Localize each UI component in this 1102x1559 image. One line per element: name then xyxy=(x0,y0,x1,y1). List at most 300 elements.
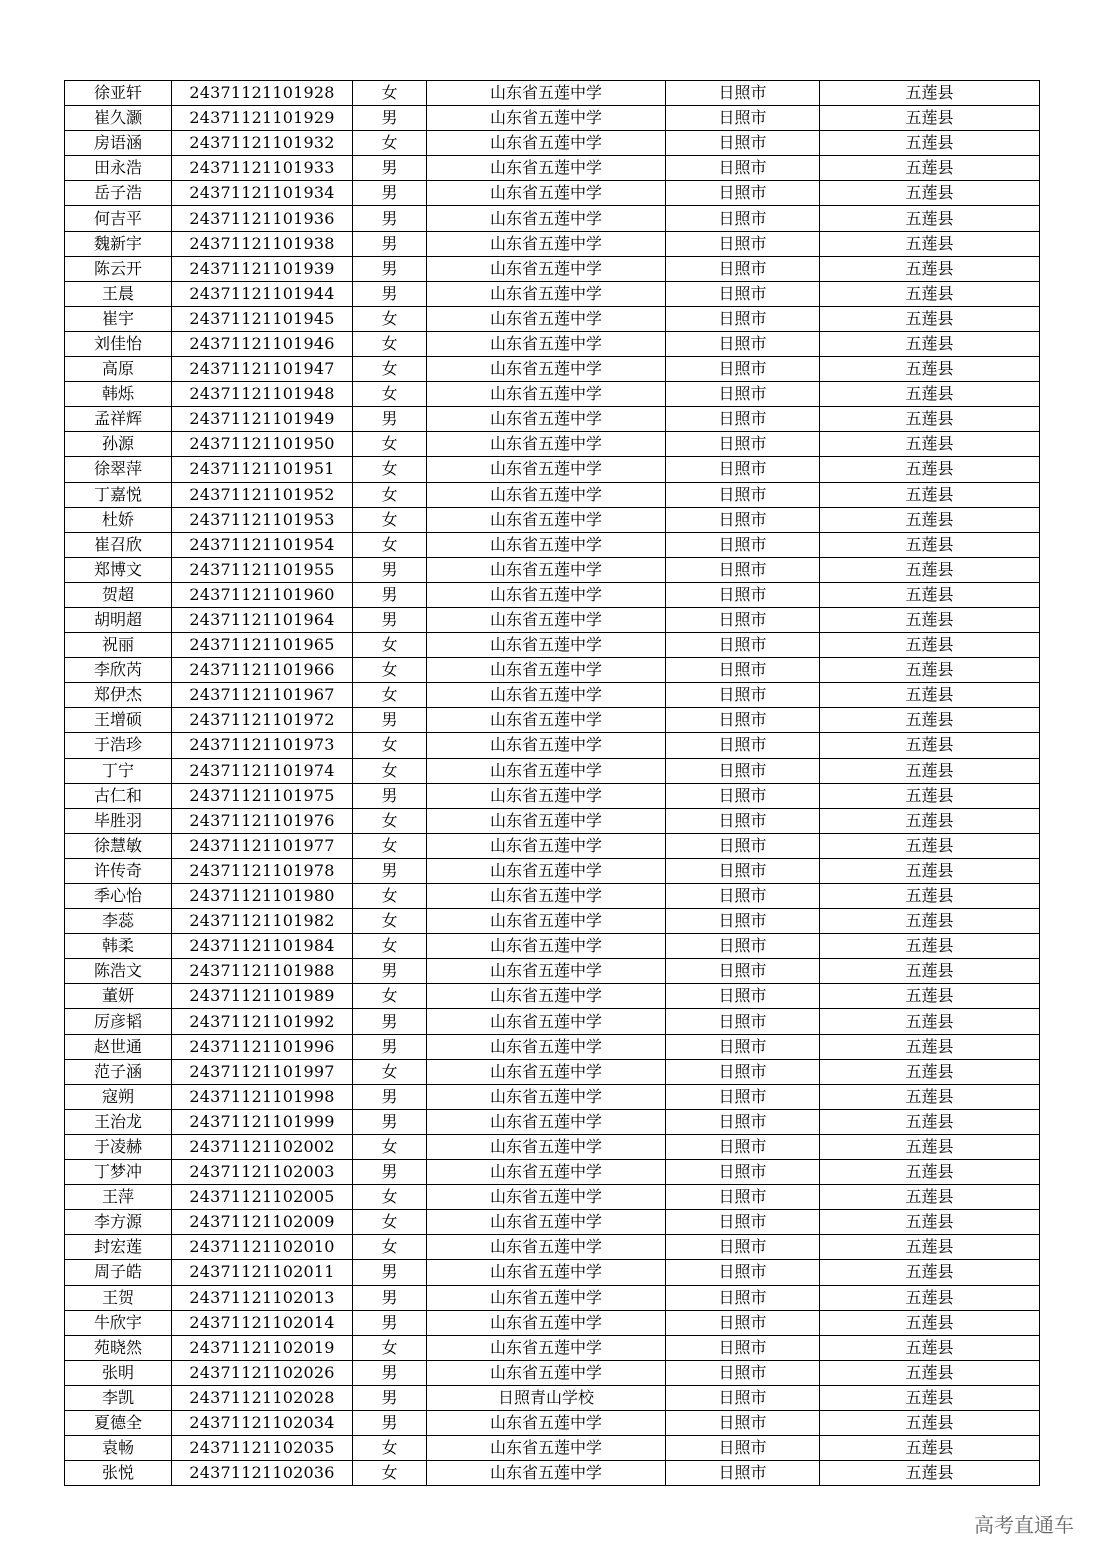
county-cell: 五莲县 xyxy=(820,1034,1040,1059)
city-cell: 日照市 xyxy=(666,1436,820,1461)
school-cell: 山东省五莲中学 xyxy=(427,557,666,582)
county-cell: 五莲县 xyxy=(820,607,1040,632)
name-cell: 寇朔 xyxy=(65,1084,172,1109)
table-row xyxy=(65,131,1040,156)
city-cell: 日照市 xyxy=(666,1009,820,1034)
county-cell: 五莲县 xyxy=(820,457,1040,482)
exam-id-cell: 24371121102005 xyxy=(172,1185,353,1210)
city-cell: 日照市 xyxy=(666,658,820,683)
gender-cell: 女 xyxy=(353,357,427,382)
table-row xyxy=(65,884,1040,909)
city-cell: 日照市 xyxy=(666,1360,820,1385)
table-row xyxy=(65,959,1040,984)
name-cell: 范子涵 xyxy=(65,1059,172,1084)
name-cell: 张明 xyxy=(65,1360,172,1385)
exam-id-cell: 24371121101955 xyxy=(172,557,353,582)
county-cell: 五莲县 xyxy=(820,658,1040,683)
exam-id-cell: 24371121101951 xyxy=(172,457,353,482)
city-cell: 日照市 xyxy=(666,1385,820,1410)
school-cell: 山东省五莲中学 xyxy=(427,532,666,557)
county-cell: 五莲县 xyxy=(820,1335,1040,1360)
name-cell: 丁梦冲 xyxy=(65,1160,172,1185)
city-cell: 日照市 xyxy=(666,407,820,432)
school-cell: 山东省五莲中学 xyxy=(427,708,666,733)
city-cell: 日照市 xyxy=(666,1310,820,1335)
name-cell: 胡明超 xyxy=(65,607,172,632)
gender-cell: 女 xyxy=(353,1059,427,1084)
gender-cell: 女 xyxy=(353,532,427,557)
gender-cell: 女 xyxy=(353,1436,427,1461)
school-cell: 山东省五莲中学 xyxy=(427,131,666,156)
name-cell: 赵世通 xyxy=(65,1034,172,1059)
table-row xyxy=(65,1461,1040,1486)
name-cell: 孙源 xyxy=(65,432,172,457)
table-row xyxy=(65,357,1040,382)
table-row xyxy=(65,658,1040,683)
exam-id-cell: 24371121102009 xyxy=(172,1210,353,1235)
exam-id-cell: 24371121101953 xyxy=(172,507,353,532)
gender-cell: 女 xyxy=(353,432,427,457)
school-cell: 山东省五莲中学 xyxy=(427,382,666,407)
gender-cell: 女 xyxy=(353,658,427,683)
city-cell: 日照市 xyxy=(666,708,820,733)
table-body xyxy=(65,81,1040,1486)
gender-cell: 女 xyxy=(353,382,427,407)
name-cell: 陈浩文 xyxy=(65,959,172,984)
county-cell: 五莲县 xyxy=(820,357,1040,382)
county-cell: 五莲县 xyxy=(820,507,1040,532)
name-cell: 陈云开 xyxy=(65,256,172,281)
table-row xyxy=(65,934,1040,959)
exam-id-cell: 24371121101982 xyxy=(172,909,353,934)
county-cell: 五莲县 xyxy=(820,1210,1040,1235)
name-cell: 郑伊杰 xyxy=(65,683,172,708)
school-cell: 山东省五莲中学 xyxy=(427,1109,666,1134)
name-cell: 韩柔 xyxy=(65,934,172,959)
gender-cell: 女 xyxy=(353,131,427,156)
school-cell: 山东省五莲中学 xyxy=(427,507,666,532)
table-row xyxy=(65,1410,1040,1435)
city-cell: 日照市 xyxy=(666,231,820,256)
exam-id-cell: 24371121101980 xyxy=(172,884,353,909)
exam-id-cell: 24371121101999 xyxy=(172,1109,353,1134)
school-cell: 山东省五莲中学 xyxy=(427,482,666,507)
county-cell: 五莲县 xyxy=(820,432,1040,457)
table-row xyxy=(65,858,1040,883)
table-row xyxy=(65,1185,1040,1210)
exam-id-cell: 24371121101934 xyxy=(172,181,353,206)
county-cell: 五莲县 xyxy=(820,106,1040,131)
name-cell: 刘佳怡 xyxy=(65,331,172,356)
exam-id-cell: 24371121101976 xyxy=(172,808,353,833)
gender-cell: 女 xyxy=(353,1335,427,1360)
gender-cell: 男 xyxy=(353,281,427,306)
school-cell: 日照青山学校 xyxy=(427,1385,666,1410)
table-row xyxy=(65,1034,1040,1059)
exam-id-cell: 24371121101965 xyxy=(172,633,353,658)
county-cell: 五莲县 xyxy=(820,331,1040,356)
table-row xyxy=(65,783,1040,808)
school-cell: 山东省五莲中学 xyxy=(427,1360,666,1385)
gender-cell: 女 xyxy=(353,1134,427,1159)
exam-id-cell: 24371121101948 xyxy=(172,382,353,407)
city-cell: 日照市 xyxy=(666,758,820,783)
table-row xyxy=(65,407,1040,432)
exam-id-cell: 24371121102036 xyxy=(172,1461,353,1486)
name-cell: 厉彦韬 xyxy=(65,1009,172,1034)
gender-cell: 女 xyxy=(353,1235,427,1260)
gender-cell: 女 xyxy=(353,733,427,758)
county-cell: 五莲县 xyxy=(820,708,1040,733)
exam-id-cell: 24371121101950 xyxy=(172,432,353,457)
county-cell: 五莲县 xyxy=(820,833,1040,858)
table-row xyxy=(65,1009,1040,1034)
name-cell: 王贺 xyxy=(65,1285,172,1310)
school-cell: 山东省五莲中学 xyxy=(427,181,666,206)
school-cell: 山东省五莲中学 xyxy=(427,783,666,808)
exam-id-cell: 24371121101975 xyxy=(172,783,353,808)
county-cell: 五莲县 xyxy=(820,1160,1040,1185)
city-cell: 日照市 xyxy=(666,306,820,331)
exam-id-cell: 24371121101997 xyxy=(172,1059,353,1084)
city-cell: 日照市 xyxy=(666,607,820,632)
city-cell: 日照市 xyxy=(666,733,820,758)
exam-id-cell: 24371121101939 xyxy=(172,256,353,281)
school-cell: 山东省五莲中学 xyxy=(427,633,666,658)
exam-id-cell: 24371121102002 xyxy=(172,1134,353,1159)
school-cell: 山东省五莲中学 xyxy=(427,106,666,131)
school-cell: 山东省五莲中学 xyxy=(427,984,666,1009)
table-row xyxy=(65,1335,1040,1360)
exam-id-cell: 24371121101978 xyxy=(172,858,353,883)
county-cell: 五莲县 xyxy=(820,1385,1040,1410)
city-cell: 日照市 xyxy=(666,808,820,833)
city-cell: 日照市 xyxy=(666,557,820,582)
county-cell: 五莲县 xyxy=(820,1134,1040,1159)
exam-id-cell: 24371121102011 xyxy=(172,1260,353,1285)
school-cell: 山东省五莲中学 xyxy=(427,331,666,356)
county-cell: 五莲县 xyxy=(820,884,1040,909)
table-row xyxy=(65,1260,1040,1285)
table-row xyxy=(65,683,1040,708)
school-cell: 山东省五莲中学 xyxy=(427,1461,666,1486)
exam-id-cell: 24371121101933 xyxy=(172,156,353,181)
school-cell: 山东省五莲中学 xyxy=(427,758,666,783)
city-cell: 日照市 xyxy=(666,1185,820,1210)
table-row xyxy=(65,231,1040,256)
county-cell: 五莲县 xyxy=(820,1285,1040,1310)
county-cell: 五莲县 xyxy=(820,858,1040,883)
county-cell: 五莲县 xyxy=(820,1059,1040,1084)
gender-cell: 男 xyxy=(353,858,427,883)
gender-cell: 男 xyxy=(353,256,427,281)
exam-id-cell: 24371121101928 xyxy=(172,81,353,106)
gender-cell: 女 xyxy=(353,833,427,858)
city-cell: 日照市 xyxy=(666,1461,820,1486)
table-row xyxy=(65,1059,1040,1084)
county-cell: 五莲县 xyxy=(820,808,1040,833)
city-cell: 日照市 xyxy=(666,1059,820,1084)
table-row xyxy=(65,607,1040,632)
city-cell: 日照市 xyxy=(666,106,820,131)
city-cell: 日照市 xyxy=(666,507,820,532)
name-cell: 董妍 xyxy=(65,984,172,1009)
gender-cell: 男 xyxy=(353,557,427,582)
gender-cell: 男 xyxy=(353,1109,427,1134)
school-cell: 山东省五莲中学 xyxy=(427,934,666,959)
table-row xyxy=(65,833,1040,858)
city-cell: 日照市 xyxy=(666,1210,820,1235)
name-cell: 何吉平 xyxy=(65,206,172,231)
name-cell: 崔久灏 xyxy=(65,106,172,131)
table-row xyxy=(65,1360,1040,1385)
name-cell: 古仁和 xyxy=(65,783,172,808)
gender-cell: 男 xyxy=(353,206,427,231)
school-cell: 山东省五莲中学 xyxy=(427,407,666,432)
name-cell: 徐翠萍 xyxy=(65,457,172,482)
school-cell: 山东省五莲中学 xyxy=(427,256,666,281)
gender-cell: 男 xyxy=(353,1084,427,1109)
gender-cell: 女 xyxy=(353,81,427,106)
name-cell: 郑博文 xyxy=(65,557,172,582)
exam-id-cell: 24371121101974 xyxy=(172,758,353,783)
county-cell: 五莲县 xyxy=(820,231,1040,256)
gender-cell: 女 xyxy=(353,306,427,331)
gender-cell: 男 xyxy=(353,156,427,181)
exam-id-cell: 24371121101946 xyxy=(172,331,353,356)
school-cell: 山东省五莲中学 xyxy=(427,858,666,883)
name-cell: 杜娇 xyxy=(65,507,172,532)
exam-id-cell: 24371121101960 xyxy=(172,582,353,607)
table-row xyxy=(65,156,1040,181)
table-row xyxy=(65,808,1040,833)
name-cell: 崔宇 xyxy=(65,306,172,331)
city-cell: 日照市 xyxy=(666,683,820,708)
city-cell: 日照市 xyxy=(666,206,820,231)
gender-cell: 男 xyxy=(353,582,427,607)
gender-cell: 女 xyxy=(353,683,427,708)
name-cell: 周子皓 xyxy=(65,1260,172,1285)
school-cell: 山东省五莲中学 xyxy=(427,231,666,256)
school-cell: 山东省五莲中学 xyxy=(427,1034,666,1059)
gender-cell: 男 xyxy=(353,959,427,984)
table-row xyxy=(65,1160,1040,1185)
county-cell: 五莲县 xyxy=(820,1109,1040,1134)
exam-id-cell: 24371121102035 xyxy=(172,1436,353,1461)
gender-cell: 男 xyxy=(353,1410,427,1435)
school-cell: 山东省五莲中学 xyxy=(427,457,666,482)
city-cell: 日照市 xyxy=(666,1034,820,1059)
table-row xyxy=(65,582,1040,607)
table-row xyxy=(65,281,1040,306)
county-cell: 五莲县 xyxy=(820,156,1040,181)
school-cell: 山东省五莲中学 xyxy=(427,206,666,231)
table-row xyxy=(65,507,1040,532)
exam-id-cell: 24371121102026 xyxy=(172,1360,353,1385)
name-cell: 毕胜羽 xyxy=(65,808,172,833)
county-cell: 五莲县 xyxy=(820,984,1040,1009)
gender-cell: 女 xyxy=(353,909,427,934)
county-cell: 五莲县 xyxy=(820,557,1040,582)
school-cell: 山东省五莲中学 xyxy=(427,733,666,758)
city-cell: 日照市 xyxy=(666,1260,820,1285)
school-cell: 山东省五莲中学 xyxy=(427,1410,666,1435)
school-cell: 山东省五莲中学 xyxy=(427,1335,666,1360)
gender-cell: 男 xyxy=(353,106,427,131)
county-cell: 五莲县 xyxy=(820,131,1040,156)
name-cell: 王萍 xyxy=(65,1185,172,1210)
city-cell: 日照市 xyxy=(666,1109,820,1134)
city-cell: 日照市 xyxy=(666,909,820,934)
county-cell: 五莲县 xyxy=(820,1260,1040,1285)
county-cell: 五莲县 xyxy=(820,1185,1040,1210)
gender-cell: 男 xyxy=(353,708,427,733)
county-cell: 五莲县 xyxy=(820,1235,1040,1260)
gender-cell: 女 xyxy=(353,808,427,833)
county-cell: 五莲县 xyxy=(820,81,1040,106)
table-row xyxy=(65,181,1040,206)
exam-id-cell: 24371121101949 xyxy=(172,407,353,432)
gender-cell: 女 xyxy=(353,884,427,909)
table-row xyxy=(65,532,1040,557)
gender-cell: 男 xyxy=(353,1285,427,1310)
exam-id-cell: 24371121102034 xyxy=(172,1410,353,1435)
city-cell: 日照市 xyxy=(666,1160,820,1185)
table-row xyxy=(65,81,1040,106)
county-cell: 五莲县 xyxy=(820,1410,1040,1435)
county-cell: 五莲县 xyxy=(820,934,1040,959)
name-cell: 韩烁 xyxy=(65,382,172,407)
exam-id-cell: 24371121101936 xyxy=(172,206,353,231)
exam-id-cell: 24371121101988 xyxy=(172,959,353,984)
table-row xyxy=(65,1134,1040,1159)
gender-cell: 男 xyxy=(353,1260,427,1285)
name-cell: 李方源 xyxy=(65,1210,172,1235)
name-cell: 封宏莲 xyxy=(65,1235,172,1260)
table-row xyxy=(65,984,1040,1009)
name-cell: 于浩珍 xyxy=(65,733,172,758)
exam-id-cell: 24371121101945 xyxy=(172,306,353,331)
city-cell: 日照市 xyxy=(666,582,820,607)
table-row xyxy=(65,1084,1040,1109)
city-cell: 日照市 xyxy=(666,1134,820,1159)
gender-cell: 女 xyxy=(353,1461,427,1486)
county-cell: 五莲县 xyxy=(820,407,1040,432)
city-cell: 日照市 xyxy=(666,281,820,306)
city-cell: 日照市 xyxy=(666,1084,820,1109)
name-cell: 徐亚轩 xyxy=(65,81,172,106)
school-cell: 山东省五莲中学 xyxy=(427,1436,666,1461)
gender-cell: 男 xyxy=(353,1310,427,1335)
watermark-text: 高考直通车 xyxy=(974,1513,1074,1537)
name-cell: 李欣芮 xyxy=(65,658,172,683)
name-cell: 袁畅 xyxy=(65,1436,172,1461)
school-cell: 山东省五莲中学 xyxy=(427,1285,666,1310)
county-cell: 五莲县 xyxy=(820,1084,1040,1109)
table-row xyxy=(65,306,1040,331)
city-cell: 日照市 xyxy=(666,256,820,281)
school-cell: 山东省五莲中学 xyxy=(427,306,666,331)
name-cell: 王增硕 xyxy=(65,708,172,733)
table-row xyxy=(65,331,1040,356)
gender-cell: 女 xyxy=(353,482,427,507)
exam-id-cell: 24371121101964 xyxy=(172,607,353,632)
name-cell: 徐慧敏 xyxy=(65,833,172,858)
exam-id-cell: 24371121101984 xyxy=(172,934,353,959)
name-cell: 祝丽 xyxy=(65,633,172,658)
city-cell: 日照市 xyxy=(666,858,820,883)
gender-cell: 男 xyxy=(353,231,427,256)
table-row xyxy=(65,708,1040,733)
gender-cell: 男 xyxy=(353,1009,427,1034)
gender-cell: 女 xyxy=(353,1210,427,1235)
county-cell: 五莲县 xyxy=(820,281,1040,306)
table-row xyxy=(65,557,1040,582)
name-cell: 夏德全 xyxy=(65,1410,172,1435)
city-cell: 日照市 xyxy=(666,382,820,407)
city-cell: 日照市 xyxy=(666,482,820,507)
county-cell: 五莲县 xyxy=(820,683,1040,708)
city-cell: 日照市 xyxy=(666,331,820,356)
name-cell: 王晨 xyxy=(65,281,172,306)
table-row xyxy=(65,482,1040,507)
gender-cell: 女 xyxy=(353,633,427,658)
name-cell: 高原 xyxy=(65,357,172,382)
exam-id-cell: 24371121101938 xyxy=(172,231,353,256)
name-cell: 季心怡 xyxy=(65,884,172,909)
city-cell: 日照市 xyxy=(666,81,820,106)
exam-id-cell: 24371121101977 xyxy=(172,833,353,858)
gender-cell: 男 xyxy=(353,1034,427,1059)
exam-id-cell: 24371121101944 xyxy=(172,281,353,306)
county-cell: 五莲县 xyxy=(820,1436,1040,1461)
city-cell: 日照市 xyxy=(666,1410,820,1435)
gender-cell: 女 xyxy=(353,758,427,783)
exam-id-cell: 24371121101954 xyxy=(172,532,353,557)
school-cell: 山东省五莲中学 xyxy=(427,1059,666,1084)
table-row xyxy=(65,1210,1040,1235)
name-cell: 李蕊 xyxy=(65,909,172,934)
gender-cell: 女 xyxy=(353,934,427,959)
name-cell: 丁宁 xyxy=(65,758,172,783)
table-row xyxy=(65,382,1040,407)
city-cell: 日照市 xyxy=(666,783,820,808)
exam-id-cell: 24371121101972 xyxy=(172,708,353,733)
school-cell: 山东省五莲中学 xyxy=(427,909,666,934)
school-cell: 山东省五莲中学 xyxy=(427,683,666,708)
exam-id-cell: 24371121101992 xyxy=(172,1009,353,1034)
school-cell: 山东省五莲中学 xyxy=(427,959,666,984)
county-cell: 五莲县 xyxy=(820,758,1040,783)
gender-cell: 男 xyxy=(353,783,427,808)
city-cell: 日照市 xyxy=(666,532,820,557)
county-cell: 五莲县 xyxy=(820,306,1040,331)
name-cell: 苑晓然 xyxy=(65,1335,172,1360)
city-cell: 日照市 xyxy=(666,457,820,482)
school-cell: 山东省五莲中学 xyxy=(427,607,666,632)
county-cell: 五莲县 xyxy=(820,1009,1040,1034)
school-cell: 山东省五莲中学 xyxy=(427,281,666,306)
exam-id-cell: 24371121101967 xyxy=(172,683,353,708)
school-cell: 山东省五莲中学 xyxy=(427,1160,666,1185)
name-cell: 许传奇 xyxy=(65,858,172,883)
name-cell: 张悦 xyxy=(65,1461,172,1486)
table-row xyxy=(65,909,1040,934)
city-cell: 日照市 xyxy=(666,984,820,1009)
school-cell: 山东省五莲中学 xyxy=(427,1260,666,1285)
county-cell: 五莲县 xyxy=(820,1461,1040,1486)
gender-cell: 男 xyxy=(353,181,427,206)
